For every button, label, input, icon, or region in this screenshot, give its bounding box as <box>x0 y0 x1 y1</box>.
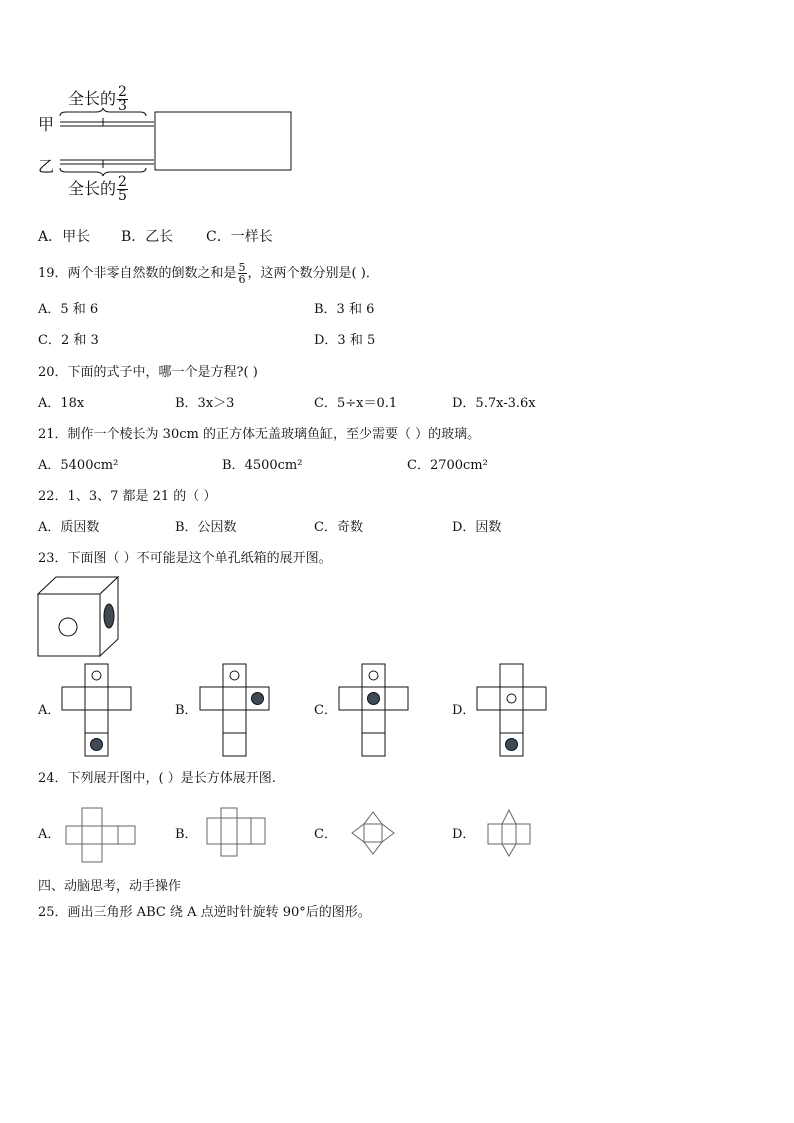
cube-figure <box>37 576 121 658</box>
net-cell <box>221 808 237 818</box>
q22-option-c[interactable]: C．奇数 <box>314 520 363 535</box>
net-a-cell <box>108 687 131 710</box>
q19-option-b[interactable]: B．3 和 6 <box>314 302 375 317</box>
q22-option-d[interactable]: D．因数 <box>452 520 502 535</box>
net-triangle <box>352 824 364 842</box>
net-cell <box>221 818 237 844</box>
q23-option-d[interactable]: D． <box>452 703 476 718</box>
q24-net-b[interactable] <box>207 808 267 860</box>
net-triangle <box>364 812 382 824</box>
q21-option-b[interactable]: B．4500cm² <box>222 458 303 473</box>
q19-option-a[interactable]: A．5 和 6 <box>38 302 99 317</box>
hole-icon <box>369 671 378 680</box>
q22-stem: 22．1、3、7 都是 21 的（ ） <box>38 489 217 504</box>
cube-hole-icon <box>59 618 77 636</box>
q24-net-d[interactable] <box>488 810 532 858</box>
top-label: 全长的 $\frac{2}{3}$ <box>68 84 127 114</box>
q20-option-a[interactable]: A．18x <box>38 396 85 411</box>
segments-svg <box>36 80 306 210</box>
net-a-cell <box>85 687 108 710</box>
net-triangle <box>382 824 394 842</box>
q23-option-c[interactable]: C． <box>314 703 337 718</box>
hole-icon <box>92 671 101 680</box>
q18-option-b[interactable]: B．乙长 <box>121 229 174 245</box>
cube-side-dot-icon <box>104 604 114 628</box>
net-cell <box>82 808 102 826</box>
q23-option-a[interactable]: A． <box>38 703 61 718</box>
net-d-cell <box>500 664 523 687</box>
q22-option-a[interactable]: A．质因数 <box>38 520 100 535</box>
q23-option-b[interactable]: B． <box>175 703 198 718</box>
q21-stem: 21．制作一个棱长为 30cm 的正方体无盖玻璃鱼缸，至少需要（ ）的玻璃。 <box>38 427 481 442</box>
hole-icon <box>507 694 516 703</box>
q20-option-d[interactable]: D．5.7x-3.6x <box>452 396 536 411</box>
q19-option-d[interactable]: D．3 和 5 <box>314 333 376 348</box>
q24-option-d[interactable]: D． <box>452 827 476 842</box>
net-b-cell <box>223 710 246 733</box>
net-b-cell <box>223 687 246 710</box>
bottom-brace <box>60 168 146 176</box>
hole-icon <box>230 671 239 680</box>
net-cell <box>82 844 102 862</box>
net-d-cell <box>523 687 546 710</box>
net-c-cell <box>362 710 385 733</box>
net-c-cell <box>339 687 362 710</box>
q23-net-d[interactable] <box>477 664 549 758</box>
net-b-cell <box>200 687 223 710</box>
net-cell <box>364 824 382 842</box>
q21-option-a[interactable]: A．5400cm² <box>38 458 119 473</box>
q24-net-a[interactable] <box>66 808 138 864</box>
net-d-cell <box>477 687 500 710</box>
net-b-cell <box>223 733 246 756</box>
label-yi: 乙 <box>38 157 55 176</box>
q20-stem: 20．下面的式子中，哪一个是方程?( ) <box>38 365 258 380</box>
net-triangle <box>502 810 516 824</box>
q21-option-c[interactable]: C．2700cm² <box>407 458 488 473</box>
q24-option-b[interactable]: B． <box>175 827 198 842</box>
q24-option-a[interactable]: A． <box>38 827 61 842</box>
q23-net-a[interactable] <box>62 664 134 758</box>
net-cell <box>221 844 237 856</box>
q23-stem: 23．下面图（ ）不可能是这个单孔纸箱的展开图。 <box>38 551 332 566</box>
q23-net-b[interactable] <box>200 664 272 758</box>
net-cell <box>118 826 135 844</box>
dot-icon <box>506 739 518 751</box>
net-cell <box>516 824 530 844</box>
dot-icon <box>252 693 264 705</box>
dot-icon <box>91 739 103 751</box>
net-cell <box>237 818 251 844</box>
net-cell <box>102 826 118 844</box>
net-triangle <box>364 842 382 854</box>
box-rectangle <box>155 112 291 170</box>
q19-stem: 19．两个非零自然数的倒数之和是 $\frac{5}{6}$ ，这两个数分别是( )． <box>38 261 379 286</box>
q22-option-b[interactable]: B．公因数 <box>175 520 237 535</box>
net-cell <box>207 818 221 844</box>
net-a-cell <box>62 687 85 710</box>
q18-option-a[interactable]: A．甲长 <box>38 229 91 245</box>
net-triangle <box>502 844 516 856</box>
label-jia: 甲 <box>38 115 55 134</box>
net-cell <box>502 824 516 844</box>
q23-net-c[interactable] <box>339 664 411 758</box>
net-c-cell <box>362 733 385 756</box>
dot-icon <box>368 693 380 705</box>
q18-option-c[interactable]: C．一样长 <box>206 229 273 245</box>
net-c-cell <box>385 687 408 710</box>
net-cell <box>488 824 502 844</box>
top-brace <box>60 108 146 116</box>
figure-segments <box>36 80 306 210</box>
net-cell <box>82 826 102 844</box>
q24-stem: 24．下列展开图中，( ）是长方体展开图. <box>38 771 276 786</box>
q20-option-c[interactable]: C．5÷x＝0.1 <box>314 396 398 411</box>
net-cell <box>66 826 82 844</box>
net-cell <box>251 818 265 844</box>
q24-option-c[interactable]: C． <box>314 827 337 842</box>
section-heading: 四、动脑思考，动手操作 <box>38 879 182 894</box>
q19-option-c[interactable]: C．2 和 3 <box>38 333 99 348</box>
q20-option-b[interactable]: B．3x＞3 <box>175 396 235 411</box>
q25-stem: 25．画出三角形 ABC 绕 A 点逆时针旋转 90°后的图形。 <box>38 905 371 920</box>
q24-net-c[interactable] <box>352 812 396 858</box>
net-a-cell <box>85 710 108 733</box>
net-d-cell <box>500 710 523 733</box>
bottom-label: 全长的 $\frac{2}{5}$ <box>68 174 127 204</box>
